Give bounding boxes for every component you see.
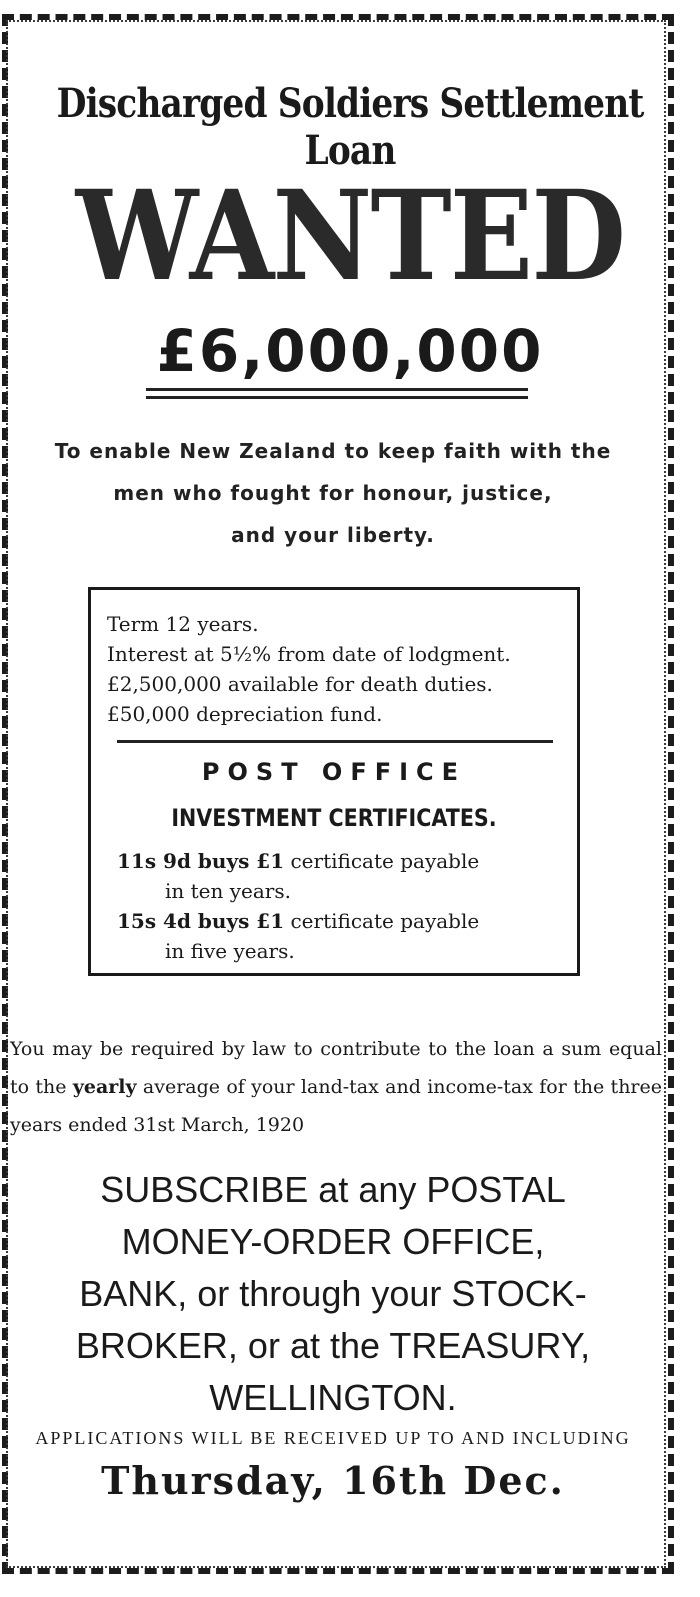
box-divider [117,740,553,743]
closing-date: Thursday, 16th Dec. [101,1458,565,1503]
term-line: Term 12 years. [107,612,259,636]
certificate-period: in five years. [165,939,295,963]
certificate-text: certificate payable [290,909,480,933]
certificate-period: in ten years. [165,879,291,903]
advert-title: Discharged Soldiers Settlement Loan [56,80,644,174]
subscribe-line: MONEY-ORDER OFFICE, [121,1221,545,1262]
subscribe-line: BROKER, or at the TREASURY, [75,1325,591,1366]
intro-paragraph [0,430,666,556]
certificate-offer [117,846,479,876]
certificate-price: 11s 9d buys £1 [117,849,285,873]
certificate-price: 15s 4d buys £1 [117,909,285,933]
intro-line: To enable New Zealand to keep faith with the [54,439,612,463]
certificate-offer [117,906,479,936]
double-rule-top [146,388,528,391]
headline-wanted: WANTED [75,164,625,309]
certificate-text: certificate payable [290,849,480,873]
subscribe-line: BANK, or through your STOCK- [79,1273,587,1314]
law-notice-text: You may be required by law to contribute to the loan a sum equal to the [10,1038,662,1098]
double-rule-bottom [146,396,528,399]
death-duties-line: £2,500,000 available for death duties. [107,672,493,696]
post-office-heading: POST OFFICE [201,758,467,786]
intro-line: and your liberty. [231,523,435,547]
applications-notice: APPLICATIONS WILL BE RECEIVED UP TO AND INCLUDING [35,1428,631,1448]
law-notice [10,1030,662,1144]
depreciation-line: £50,000 depreciation fund. [107,702,383,726]
loan-amount: £6,000,000 [156,317,544,385]
law-notice-emphasis: yearly [72,1076,137,1098]
intro-line: men who fought for honour, justice, [113,481,553,505]
law-notice-text: average of your land-tax and income-tax for the three years ended 31st March, 1920 [10,1076,663,1136]
investment-certificates-heading: INVESTMENT CERTIFICATES. [171,804,497,832]
subscribe-line: SUBSCRIBE at any POSTAL [100,1169,566,1210]
subscribe-line: WELLINGTON. [209,1377,457,1418]
interest-line: Interest at 5½% from date of lodgment. [107,642,511,666]
loan-terms-box [88,587,580,976]
subscribe-instructions [0,1164,666,1424]
